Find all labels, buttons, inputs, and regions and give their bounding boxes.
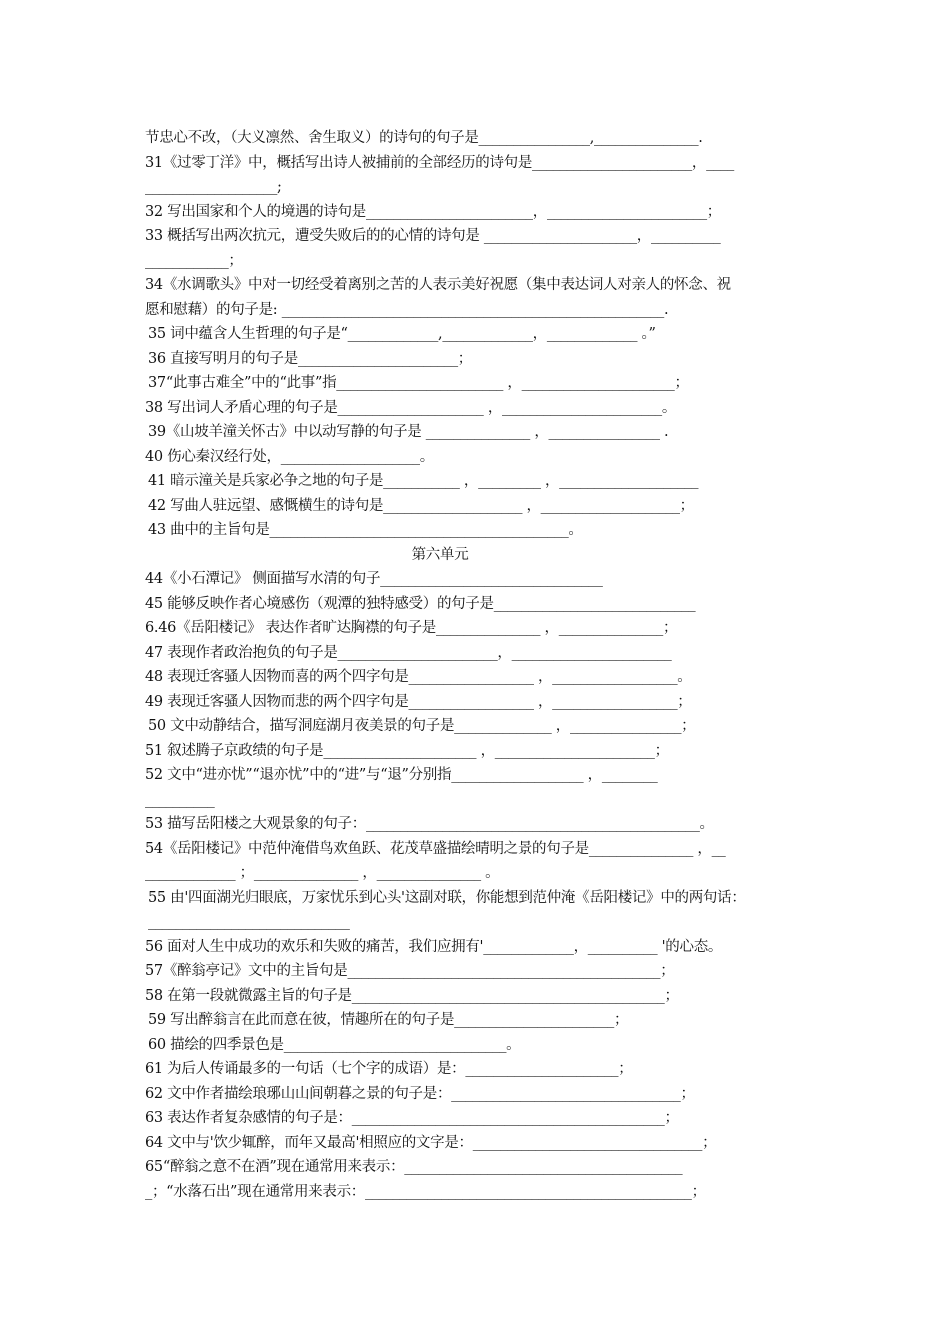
text-line: 33 概括写出两次抗元，遭受失败后的的心情的诗句是 ______________________，__________ bbox=[145, 228, 721, 244]
text-line: 56 面对人生中成功的欢乐和失败的痛苦，我们应拥有'_____________，__________ '的心态。 bbox=[145, 938, 723, 955]
text-line: 35 词中蕴含人生哲理的句子是“_____________,_____________，_____________ 。” bbox=[148, 326, 656, 342]
text-line: 41 暗示潼关是兵家必争之地的句子是___________ ，_________ ，____________________ bbox=[148, 473, 699, 489]
text-line: 47 表现作者政治抱负的句子是_______________________，_______________________ bbox=[145, 644, 672, 661]
text-line: 38 写出词人矛盾心理的句子是_____________________ ，_______________________。 bbox=[145, 399, 677, 416]
text-line: _____________________________ bbox=[148, 914, 350, 930]
text-line: 48 表现迁客骚人因物而喜的两个四字句是__________________ ，__________________。 bbox=[145, 669, 692, 685]
text-line: 42 写曲人驻远望、感慨横生的诗句是____________________ ，____________________； bbox=[148, 497, 694, 514]
text-line: 节忠心不改，（大义凛然、舍生取义）的诗句的句子是________________,_______________. bbox=[145, 130, 703, 146]
text-line: 44《小石潭记》 侧面描写水清的句子________________________________ bbox=[145, 571, 603, 587]
text-line: 50 文中动静结合，描写洞庭湖月夜美景的句子是______________ ，________________； bbox=[148, 718, 696, 734]
text-line: 62 文中作者描绘琅琊山山间朝暮之景的句子是：_________________________________； bbox=[145, 1085, 695, 1102]
text-line: _____________ ；_______________ ，_______________ 。 bbox=[145, 865, 500, 881]
text-line: 40 伤心秦汉经行处，____________________。 bbox=[145, 448, 434, 465]
text-line: 64 文中与'饮少辄醉，而年又最高'相照应的文字是：_________________________________； bbox=[145, 1134, 717, 1151]
text-line: 51 叙述腾子京政绩的句子是______________________ ，_______________________； bbox=[145, 742, 669, 759]
text-line: 65“醉翁之意不在酒”现在通常用来表示：________________________________________ bbox=[145, 1159, 683, 1175]
text-line: 43 曲中的主旨句是___________________________________________。 bbox=[148, 522, 583, 538]
section-heading: 第六单元 bbox=[411, 546, 469, 563]
text-line: 45 能够反映作者心境感伤（观潭的独特感受）的句子是_____________________________ bbox=[145, 595, 696, 612]
text-line: 32 写出国家和个人的境遇的诗句是________________________，_______________________； bbox=[145, 203, 722, 220]
text-line: 59 写出醉翁言在此而意在彼，情趣所在的句子是_______________________； bbox=[148, 1012, 629, 1028]
text-line: 58 在第一段就微露主旨的句子是_____________________________________________； bbox=[145, 987, 679, 1004]
text-line: 63 表达作者复杂感情的句子是：_____________________________________________； bbox=[145, 1110, 679, 1126]
text-line: 61 为后人传诵最多的一句话（七个字的成语）是：______________________； bbox=[145, 1061, 633, 1077]
text-line: __________ bbox=[145, 791, 215, 808]
text-line: 37“此事古难全”中的“此事”指________________________ ，______________________； bbox=[148, 375, 689, 391]
text-line: ___________________; bbox=[145, 179, 282, 195]
text-line: 39《山坡羊潼关怀古》中以动写静的句子是 _______________ ，________________ . bbox=[148, 424, 669, 440]
text-line: 57《醉翁亭记》文中的主旨句是_____________________________________________； bbox=[145, 963, 675, 979]
text-line: 6.46《岳阳楼记》 表达作者旷达胸襟的句子是_______________ ，_______________； bbox=[145, 620, 678, 636]
text-line: 愿和慰藉）的句子是: _______________________________________________________. bbox=[145, 301, 669, 318]
worksheet-body bbox=[145, 126, 815, 1204]
text-line: 36 直接写明月的句子是_______________________； bbox=[148, 350, 473, 367]
text-line: 53 描写岳阳楼之大观景象的句子：________________________________________________。 bbox=[145, 816, 714, 832]
text-line: 31《过零丁洋》中，概括写出诗人被捕前的全部经历的诗句是_______________________，____ bbox=[145, 154, 734, 171]
text-line: 60 描绘的四季景色是________________________________。 bbox=[148, 1036, 521, 1053]
text-line: 52 文中“进亦忧”“退亦忧”中的“进”与“退”分别指___________________ ，________ bbox=[145, 767, 658, 783]
text-line: 34《水调歌头》中对一切经受着离别之苦的人表示美好祝愿（集中表达词人对亲人的怀念、祝 bbox=[145, 277, 731, 293]
text-line: 55 由'四面湖光归眼底，万家忧乐到心头'这副对联，你能想到范仲淹《岳阳楼记》中的两句话： bbox=[148, 889, 746, 906]
text-line: 49 表现迁客骚人因物而悲的两个四字句是__________________ ，__________________； bbox=[145, 693, 692, 710]
text-line: _；“水落石出”现在通常用来表示：_______________________________________________； bbox=[145, 1183, 706, 1200]
text-line: ____________； bbox=[145, 252, 243, 269]
text-line: 54《岳阳楼记》中范仲淹借鸟欢鱼跃、花茂草盛描绘晴明之景的句子是_______________ ，__ bbox=[145, 840, 726, 857]
